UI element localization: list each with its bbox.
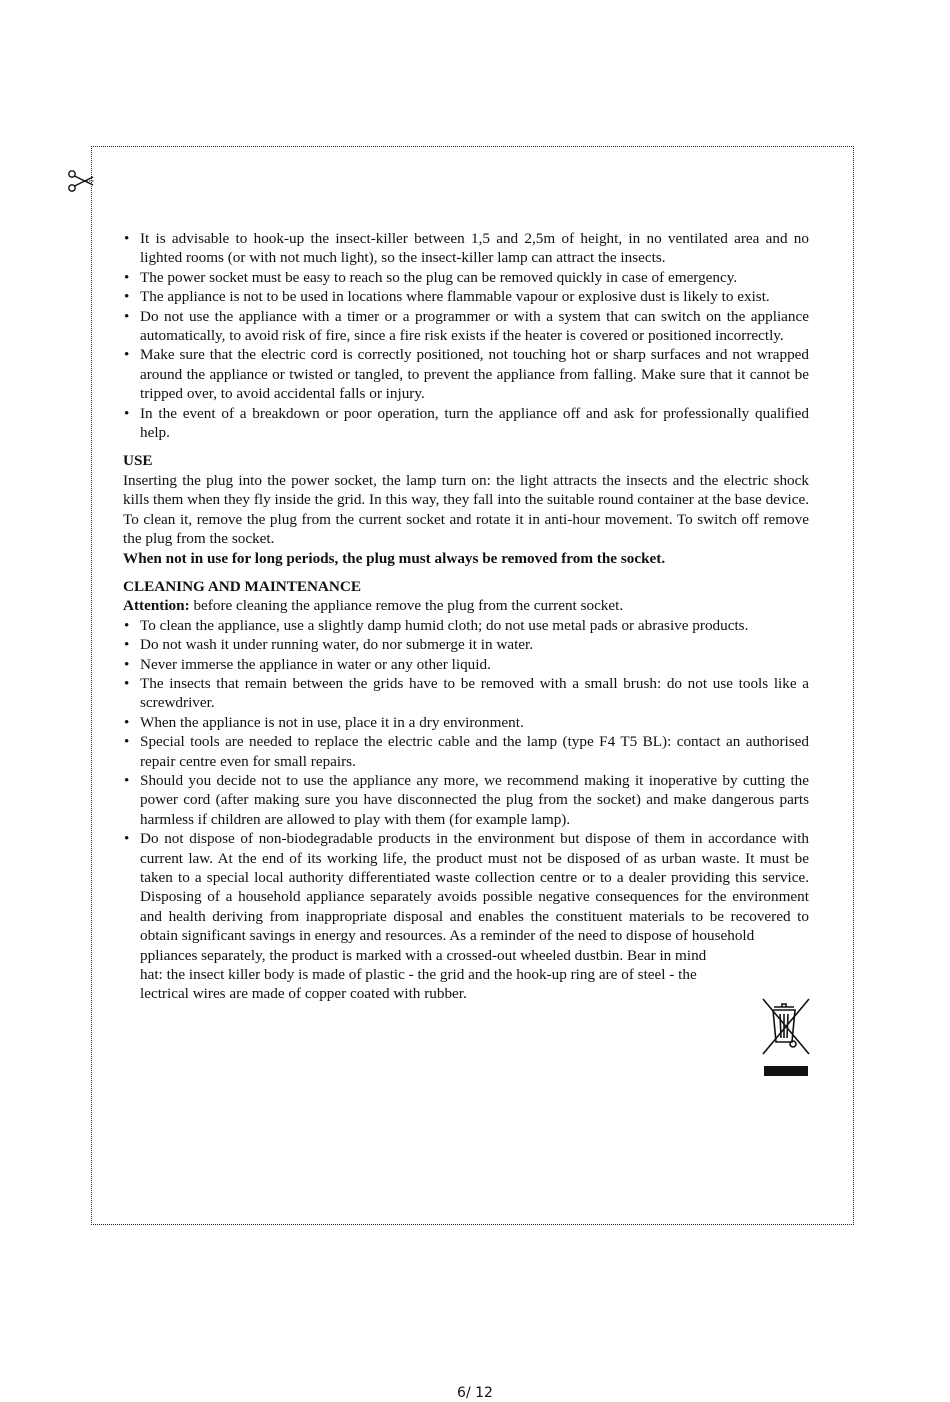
- crossed-out-wheeled-bin-icon: [760, 997, 812, 1057]
- list-item: • Do not dispose of non-biodegradable products in the environment but dispose of them in accordance with current law. At the end of its working life, the product must not be disposed of as urban waste. It must be taken to a special local authority differentiated waste collection centre or to a dealer providing this service. Disposing of a household appliance separately avoids possible negative consequences for the environment and health deriving from inappropriate disposal and enables the constituent materials to be recovered to obtain significant savings in energy and resources. As a reminder of the need to dispose of household: [123, 829, 809, 945]
- list-item: • When the appliance is not in use, place it in a dry environment.: [123, 713, 809, 732]
- list-item: • The insects that remain between the grids have to be removed with a small brush: do not use tools like a screwdriver.: [123, 674, 809, 713]
- cleaning-heading: CLEANING AND MAINTENANCE: [123, 577, 361, 595]
- list-item: • Do not wash it under running water, do nor submerge it in water.: [123, 635, 809, 654]
- use-heading: USE: [123, 452, 153, 470]
- scissors-icon: [66, 169, 96, 193]
- weee-line: hat: the insect killer body is made of plastic - the grid and the hook-up ring are of steel - the: [140, 966, 697, 984]
- list-item: • It is advisable to hook-up the insect-killer between 1,5 and 2,5m of height, in no ventilated area and no lighted rooms (or with not much light), so the insect-killer lamp can attract the insects.: [123, 229, 809, 268]
- page-number: 6/ 12: [457, 1385, 493, 1401]
- attention-label: Attention:: [123, 597, 190, 615]
- weee-line: lectrical wires are made of copper coated with rubber.: [140, 985, 467, 1003]
- list-item: • Never immerse the appliance in water or any other liquid.: [123, 655, 809, 674]
- weee-paragraph: [123, 946, 752, 1004]
- use-warning: When not in use for long periods, the plug must always be removed from the socket.: [123, 549, 666, 567]
- list-item: • To clean the appliance, use a slightly damp humid cloth; do not use metal pads or abrasive products.: [123, 616, 809, 635]
- list-item: • Should you decide not to use the appliance any more, we recommend making it inoperative by cutting the power cord (after making sure you have disconnected the plug from the socket) and make dangerous parts harmless if children are allowed to play with them (for example lamp).: [123, 771, 809, 829]
- document-content: [123, 229, 809, 1004]
- list-item: • Make sure that the electric cord is correctly positioned, not touching hot or sharp surfaces and not wrapped around the appliance or twisted or tangled, to prevent the appliance from falling. Make sure that it cannot be tripped over, to avoid accidental falls or injury.: [123, 345, 809, 403]
- list-item: • The appliance is not to be used in locations where flammable vapour or explosive dust is likely to exist.: [123, 287, 809, 306]
- attention-note: [123, 596, 809, 615]
- weee-bar: [764, 1066, 808, 1076]
- weee-line: ppliances separately, the product is marked with a crossed-out wheeled dustbin. Bear in mind: [140, 946, 707, 964]
- list-item: • Special tools are needed to replace the electric cable and the lamp (type F4 T5 BL): contact an authorised repair centre even for small repairs.: [123, 732, 809, 771]
- safety-bullet-list: [123, 229, 809, 442]
- list-item: • Do not use the appliance with a timer or a programmer or with a system that can switch on the appliance automatically, to avoid risk of fire, since a fire risk exists if the heater is covered or positioned incorrectly.: [123, 307, 809, 346]
- list-item: • The power socket must be easy to reach so the plug can be removed quickly in case of emergency.: [123, 268, 809, 287]
- list-item: • In the event of a breakdown or poor operation, turn the appliance off and ask for professionally qualified help.: [123, 404, 809, 443]
- cleaning-bullet-list: [123, 616, 809, 946]
- attention-text: before cleaning the appliance remove the plug from the current socket.: [189, 597, 624, 615]
- use-paragraph: Inserting the plug into the power socket, the lamp turn on: the light attracts the insects and the electric shock kills them when they fly inside the grid. In this way, they fall into the suitable round container at the base device. To clean it, remove the plug from the current socket and rotate it in anti-hour movement. To switch off remove the plug from the socket.: [123, 471, 809, 548]
